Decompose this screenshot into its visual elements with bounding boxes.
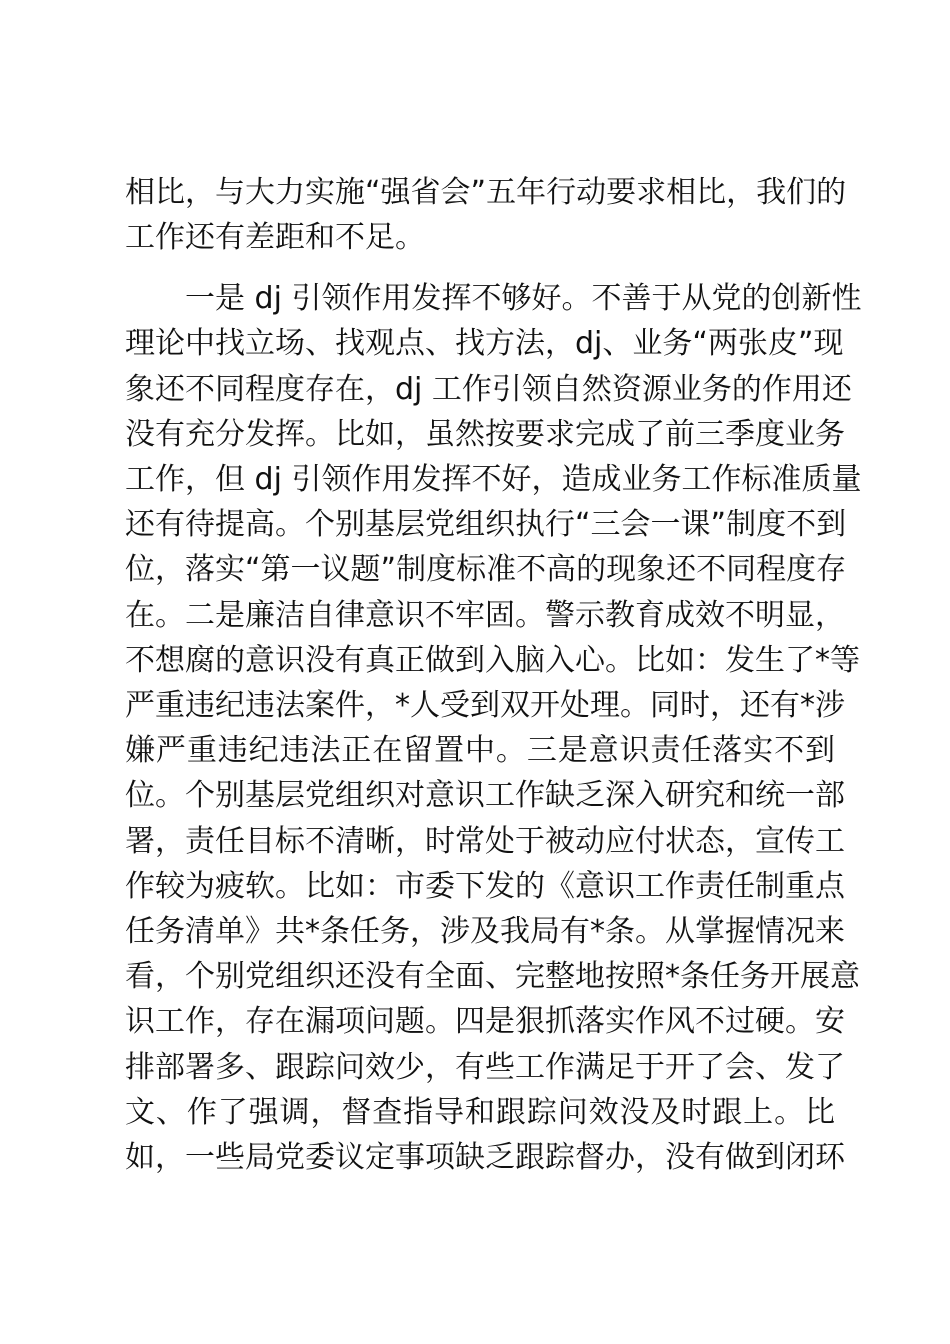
paragraph-line: 嫌严重违纪违法正在留置中。三是意识责任落实不到 <box>125 733 835 768</box>
paragraph-line: 任务清单》共*条任务，涉及我局有*条。从掌握情况来 <box>125 914 845 949</box>
paragraph-line: 工作还有差距和不足。 <box>125 220 425 255</box>
paragraph-line: 署，责任目标不清晰，时常处于被动应付状态，宣传工 <box>125 824 845 859</box>
paragraph-line: 作较为疲软。比如：市委下发的《意识工作责任制重点 <box>125 869 845 904</box>
paragraph-line: 没有充分发挥。比如，虽然按要求完成了前三季度业务 <box>125 417 845 452</box>
paragraph-line: 理论中找立场、找观点、找方法，dj、业务“两张皮”现 <box>125 326 844 361</box>
paragraph-line: 工作，但 dj 引领作用发挥不好，造成业务工作标准质量 <box>125 462 862 497</box>
paragraph-line: 看，个别党组织还没有全面、完整地按照*条任务开展意 <box>125 959 860 994</box>
paragraph-line: 如，一些局党委议定事项缺乏跟踪督办，没有做到闭环 <box>125 1140 845 1175</box>
paragraph-line: 文、作了强调，督查指导和跟踪问效没及时跟上。比 <box>125 1095 835 1130</box>
paragraph-line: 位。个别基层党组织对意识工作缺乏深入研究和统一部 <box>125 778 845 813</box>
paragraph-line: 排部署多、跟踪问效少，有些工作满足于开了会、发了 <box>125 1050 845 1085</box>
paragraph-line: 相比，与大力实施“强省会”五年行动要求相比，我们的 <box>125 175 847 210</box>
paragraph-line: 象还不同程度存在，dj 工作引领自然资源业务的作用还 <box>125 372 852 407</box>
paragraph-line: 还有待提高。个别基层党组织执行“三会一课”制度不到 <box>125 507 847 542</box>
paragraph-line: 严重违纪违法案件，*人受到双开处理。同时，还有*涉 <box>125 688 845 723</box>
paragraph-line: 位，落实“第一议题”制度标准不高的现象还不同程度存 <box>125 552 847 587</box>
paragraph-line: 不想腐的意识没有真正做到入脑入心。比如：发生了*等 <box>125 643 860 678</box>
paragraph-line: 一是 dj 引领作用发挥不够好。不善于从党的创新性 <box>185 281 862 316</box>
paragraph-line: 在。二是廉洁自律意识不牢固。警示教育成效不明显， <box>125 598 845 633</box>
paragraph-line: 识工作，存在漏项问题。四是狠抓落实作风不过硬。安 <box>125 1004 845 1039</box>
